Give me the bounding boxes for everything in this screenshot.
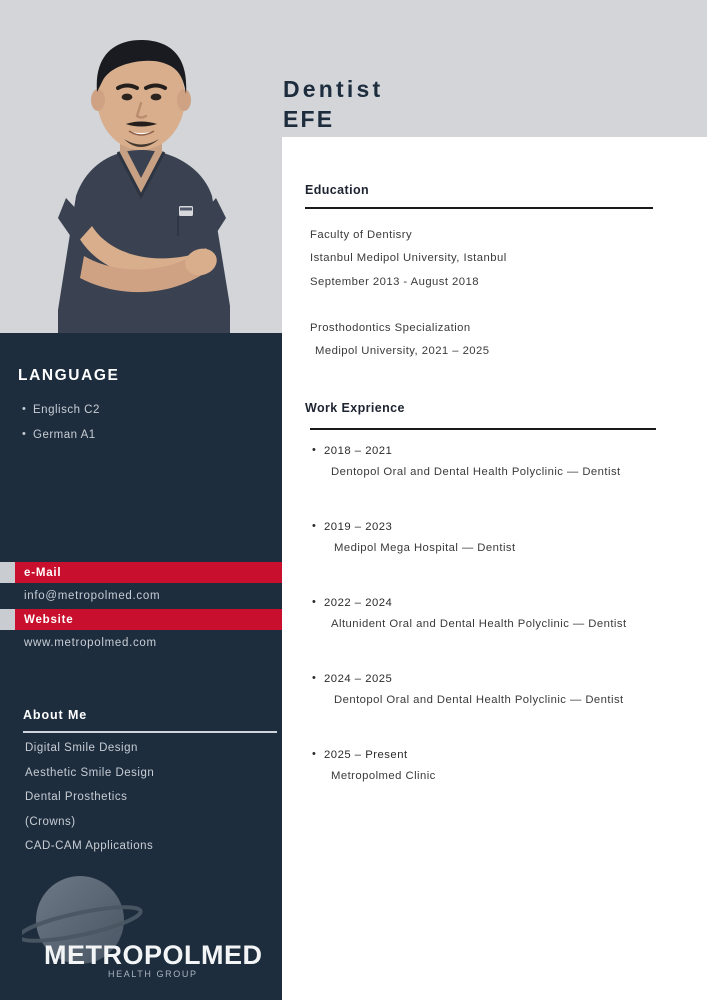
website-label: Website [24, 613, 74, 626]
about-list [25, 742, 154, 865]
education-section-title: Education [305, 183, 370, 197]
website-label-bar [0, 609, 282, 630]
list-item: Digital Smile Design [25, 742, 138, 754]
email-label: e-Mail [24, 566, 62, 579]
email-label-bar [0, 562, 282, 583]
list-item: • Englisch C2 [22, 404, 100, 416]
bar-square-marker [0, 609, 15, 630]
page-title [283, 74, 383, 134]
language-list [22, 404, 100, 454]
list-item [312, 749, 672, 782]
list-item: • German A1 [22, 429, 100, 441]
logo-tagline: HEALTH GROUP [108, 969, 198, 979]
email-value[interactable]: info@metropolmed.com [24, 590, 161, 602]
role-title: Dentist [283, 76, 384, 102]
person-name: EFE [283, 106, 335, 132]
list-item: Aesthetic Smile Design [25, 766, 155, 779]
work-section-title: Work Exprience [305, 401, 405, 415]
portrait-photo [0, 0, 282, 333]
portrait-photo-panel [0, 0, 282, 333]
list-item: (Crowns) [25, 815, 76, 828]
education-entry [310, 224, 507, 294]
work-place: Altunident Oral and Dental Health Polyclinic — Dentist [331, 618, 627, 630]
work-years: • 2022 – 2024 [312, 597, 672, 609]
logo-graphic [22, 868, 262, 983]
language-section-title: LANGUAGE [18, 367, 120, 384]
logo-wordmark: METROPOLMED [44, 940, 262, 970]
education-divider [305, 207, 653, 209]
metropolmed-logo [22, 868, 262, 983]
education-line: September 2013 - August 2018 [310, 275, 479, 288]
work-place: Medipol Mega Hospital — Dentist [334, 542, 516, 554]
education-line: Prosthodontics Specialization [310, 322, 471, 334]
work-place: Dentopol Oral and Dental Health Polyclinic — Dentist [334, 694, 624, 706]
list-item: Dental Prosthetics [25, 791, 128, 803]
list-item [312, 521, 672, 554]
list-item [312, 445, 672, 478]
about-divider [23, 731, 277, 733]
contact-email-block [0, 562, 282, 602]
work-place: Dentopol Oral and Dental Health Polyclinic — Dentist [331, 466, 621, 478]
work-years: • 2018 – 2021 [312, 445, 672, 457]
education-entry [310, 317, 490, 364]
contact-website-block [0, 609, 282, 649]
work-list [312, 445, 672, 782]
about-section-title: About Me [23, 708, 88, 722]
work-divider [310, 428, 656, 430]
work-years: • 2025 – Present [312, 749, 672, 761]
education-line: Medipol University, 2021 – 2025 [315, 345, 490, 358]
work-years: • 2019 – 2023 [312, 521, 672, 533]
list-item: CAD-CAM Applications [25, 840, 154, 852]
list-item [312, 597, 672, 630]
left-sidebar [0, 333, 282, 1000]
list-item [312, 673, 672, 706]
work-place: Metropolmed Clinic [331, 770, 436, 782]
education-line: Faculty of Dentisry [310, 229, 413, 241]
website-value[interactable]: www.metropolmed.com [24, 637, 157, 649]
work-years: • 2024 – 2025 [312, 673, 672, 685]
bar-square-marker [0, 562, 15, 583]
education-line: Istanbul Medipol University, Istanbul [310, 252, 507, 265]
